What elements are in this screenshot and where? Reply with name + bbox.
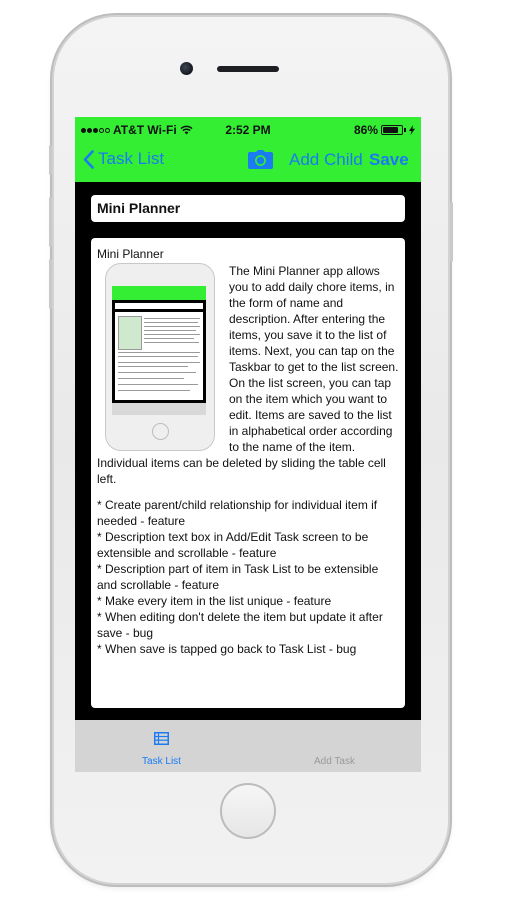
charging-bolt-icon — [409, 125, 415, 135]
battery-icon — [381, 125, 403, 135]
status-time: 2:52 PM — [225, 123, 271, 137]
todo-bullet-item: * Make every item in the list unique - feature — [97, 594, 332, 608]
phone-screen — [75, 117, 421, 772]
status-right — [354, 123, 415, 137]
camera-button[interactable] — [248, 150, 273, 174]
task-name-field[interactable]: Mini Planner — [91, 195, 405, 222]
tab-bar — [75, 720, 421, 772]
tab-task-list[interactable] — [75, 720, 248, 772]
app-screenshot-image — [105, 263, 215, 451]
description-heading: Mini Planner — [97, 247, 164, 261]
chevron-left-icon — [83, 150, 94, 169]
description-paragraph: The Mini Planner app allows you to add daily chore items, in the form of name and description. After entering the items, you save it to the list of items. Next, you can tap on the Taskbar to get to the list screen. On the list screen, you can tap on the item which you want to edit. Items are saved to the list in alphabetical order according to the name of the item. Individual items can be deleted by sliding the table cell left. — [97, 264, 399, 486]
save-button[interactable]: Save — [369, 150, 409, 169]
carrier-label: AT&T Wi-Fi — [113, 123, 177, 137]
battery-tip — [404, 128, 406, 132]
todo-bullet-item: * Create parent/child relationship for individual item if needed - feature — [97, 498, 378, 528]
camera-icon — [248, 150, 273, 169]
earpiece-speaker — [217, 66, 279, 72]
battery-fill — [383, 127, 398, 133]
todo-bullet-list — [97, 497, 399, 657]
front-camera — [180, 62, 193, 75]
todo-bullet-item: * Description text box in Add/Edit Task screen to be extensible and scrollable - feature — [97, 530, 369, 560]
back-button-label: Task List — [98, 149, 165, 168]
home-button[interactable] — [220, 783, 276, 839]
tab-add-task[interactable] — [248, 720, 421, 772]
add-child-button[interactable]: Add Child — [289, 150, 363, 169]
navigation-bar — [75, 117, 421, 182]
battery-percent: 86% — [353, 123, 378, 137]
todo-bullet-item: * When save is tapped go back to Task List - bug — [97, 642, 357, 656]
back-button[interactable] — [83, 149, 164, 169]
tab-add-task-label: Add Task — [314, 756, 355, 767]
todo-bullet-item: * When editing don't delete the item but update it after save - bug — [97, 610, 383, 640]
volume-down-button — [49, 259, 52, 309]
todo-bullet-item: * Description part of item in Task List to be extensible and scrollable - feature — [97, 562, 379, 592]
tab-task-list-label: Task List — [142, 756, 181, 767]
mute-switch — [49, 145, 52, 175]
description-text-view[interactable] — [91, 238, 405, 708]
status-bar — [75, 121, 421, 139]
list-icon — [154, 732, 169, 745]
volume-up-button — [49, 197, 52, 247]
power-button — [450, 202, 453, 262]
